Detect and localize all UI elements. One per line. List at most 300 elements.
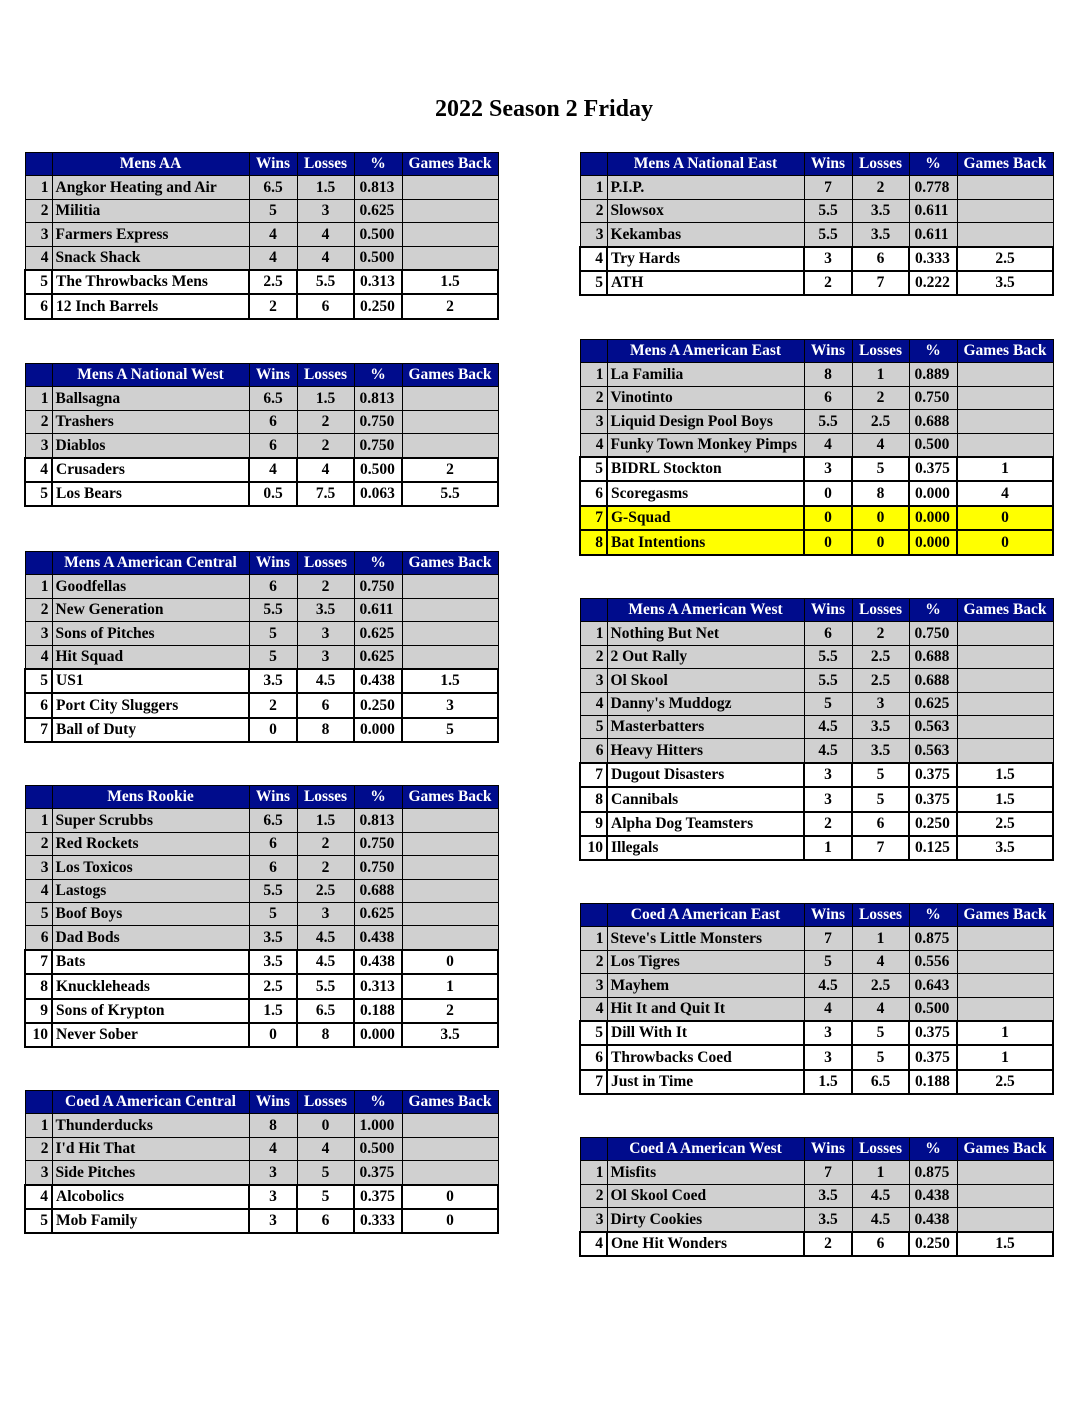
- pct-cell: 0.500: [909, 997, 957, 1021]
- pct-cell: 0.438: [354, 950, 402, 974]
- team-name-cell: Crusaders: [52, 458, 249, 482]
- games-back-cell: [402, 832, 498, 855]
- pct-cell: 0.688: [354, 879, 402, 902]
- games-back-cell: 2: [402, 458, 498, 482]
- standings-table: [24, 363, 499, 507]
- losses-header: Losses: [297, 786, 354, 809]
- wins-cell: 1: [804, 836, 852, 860]
- pct-header: %: [909, 1138, 957, 1161]
- pct-cell: 0.500: [354, 1137, 402, 1160]
- pct-cell: 0.188: [354, 999, 402, 1023]
- rank-cell: 2: [25, 598, 52, 621]
- team-name-cell: Snack Shack: [52, 246, 249, 270]
- wins-cell: 5.5: [804, 669, 852, 692]
- rank-cell: 3: [25, 622, 52, 645]
- pct-cell: 0.250: [909, 1232, 957, 1256]
- division-name: Mens A American Central: [52, 552, 249, 575]
- losses-cell: 4: [297, 458, 354, 482]
- losses-cell: 3: [297, 199, 354, 222]
- rank-cell: 1: [580, 363, 607, 386]
- games-back-cell: 3: [402, 693, 498, 717]
- losses-cell: 1.5: [297, 176, 354, 199]
- team-name-cell: 2 Out Rally: [607, 645, 804, 668]
- games-back-cell: [402, 926, 498, 950]
- rank-cell: 7: [25, 950, 52, 974]
- losses-cell: 5.5: [297, 974, 354, 998]
- wins-cell: 0: [804, 506, 852, 530]
- games-back-cell: 1.5: [957, 763, 1053, 787]
- table-row: [580, 433, 1053, 457]
- rank-cell: 4: [580, 1232, 607, 1256]
- table-row: [580, 363, 1053, 386]
- losses-cell: 5: [852, 1045, 909, 1069]
- losses-header: Losses: [297, 552, 354, 575]
- losses-cell: 0: [852, 506, 909, 530]
- pct-cell: 0.375: [909, 1045, 957, 1069]
- table-row: [580, 506, 1053, 530]
- wins-cell: 1.5: [249, 999, 297, 1023]
- table-header-row: [25, 1091, 498, 1114]
- games-back-cell: [402, 199, 498, 222]
- wins-cell: 4: [804, 433, 852, 457]
- pct-cell: 0.750: [354, 410, 402, 433]
- wins-cell: 3: [804, 247, 852, 271]
- losses-cell: 4.5: [852, 1208, 909, 1232]
- losses-cell: 6: [297, 294, 354, 318]
- games-back-cell: [957, 974, 1053, 997]
- wins-cell: 3.5: [249, 669, 297, 693]
- losses-cell: 6: [297, 1209, 354, 1233]
- losses-cell: 7.5: [297, 482, 354, 506]
- wins-cell: 4: [249, 246, 297, 270]
- wins-cell: 4: [804, 997, 852, 1021]
- team-name-cell: ATH: [607, 271, 804, 295]
- losses-cell: 8: [297, 1023, 354, 1047]
- games-back-cell: [957, 739, 1053, 763]
- rank-cell: 3: [25, 856, 52, 879]
- pct-header: %: [354, 153, 402, 176]
- games-back-cell: [957, 363, 1053, 386]
- pct-cell: 0.000: [354, 1023, 402, 1047]
- table-row: [580, 223, 1053, 247]
- losses-cell: 3.5: [852, 223, 909, 247]
- team-name-cell: Side Pitches: [52, 1161, 249, 1185]
- pct-cell: 0.333: [354, 1209, 402, 1233]
- team-name-cell: Never Sober: [52, 1023, 249, 1047]
- rank-cell: 9: [25, 999, 52, 1023]
- table-row: [25, 622, 498, 645]
- team-name-cell: Hit It and Quit It: [607, 997, 804, 1021]
- games-back-cell: [957, 176, 1053, 199]
- games-back-cell: [402, 1137, 498, 1160]
- team-name-cell: Port City Sluggers: [52, 693, 249, 717]
- wins-cell: 5: [804, 950, 852, 973]
- pct-cell: 0.813: [354, 809, 402, 832]
- games-back-cell: 0: [957, 506, 1053, 530]
- rank-cell: 1: [580, 622, 607, 645]
- losses-cell: 4: [852, 950, 909, 973]
- pct-header: %: [354, 786, 402, 809]
- games-back-cell: 5: [402, 718, 498, 742]
- losses-cell: 1: [852, 363, 909, 386]
- standings-table: [24, 785, 499, 1048]
- games-back-cell: 0: [402, 950, 498, 974]
- wins-header: Wins: [249, 153, 297, 176]
- pct-cell: 0.500: [909, 433, 957, 457]
- pct-cell: 0.750: [354, 575, 402, 598]
- pct-cell: 0.750: [909, 386, 957, 409]
- table-row: [25, 294, 498, 318]
- pct-cell: 1.000: [354, 1114, 402, 1137]
- pct-header: %: [354, 552, 402, 575]
- team-name-cell: Vinotinto: [607, 386, 804, 409]
- team-name-cell: Los Toxicos: [52, 856, 249, 879]
- pct-cell: 0.375: [909, 1021, 957, 1045]
- team-name-cell: Misfits: [607, 1161, 804, 1184]
- table-row: [580, 715, 1053, 738]
- wins-cell: 6.5: [249, 387, 297, 410]
- losses-cell: 1.5: [297, 387, 354, 410]
- losses-header: Losses: [297, 153, 354, 176]
- losses-cell: 8: [297, 718, 354, 742]
- team-name-cell: Lastogs: [52, 879, 249, 902]
- table-row: [25, 434, 498, 458]
- pct-cell: 0.688: [909, 410, 957, 433]
- games-back-cell: 1.5: [402, 669, 498, 693]
- games-back-cell: 1.5: [957, 787, 1053, 811]
- table-row: [25, 482, 498, 506]
- pct-cell: 0.625: [354, 622, 402, 645]
- losses-cell: 3: [852, 692, 909, 715]
- table-row: [580, 787, 1053, 811]
- table-row: [25, 950, 498, 974]
- games-back-header: Games Back: [402, 786, 498, 809]
- wins-cell: 3.5: [249, 926, 297, 950]
- rank-cell: 4: [25, 879, 52, 902]
- losses-cell: 4.5: [852, 1184, 909, 1207]
- header-rank-cell: [25, 786, 52, 809]
- losses-header: Losses: [852, 153, 909, 176]
- games-back-cell: [402, 622, 498, 645]
- pct-cell: 0.611: [909, 199, 957, 222]
- wins-cell: 6: [249, 575, 297, 598]
- rank-cell: 2: [580, 645, 607, 668]
- games-back-cell: 2: [402, 294, 498, 318]
- pct-cell: 0.643: [909, 974, 957, 997]
- pct-cell: 0.438: [354, 669, 402, 693]
- table-row: [25, 176, 498, 199]
- rank-cell: 1: [580, 1161, 607, 1184]
- table-row: [580, 176, 1053, 199]
- games-back-cell: 1.5: [402, 270, 498, 294]
- table-row: [580, 812, 1053, 836]
- table-row: [25, 458, 498, 482]
- games-back-cell: [402, 1161, 498, 1185]
- team-name-cell: Just in Time: [607, 1070, 804, 1094]
- games-back-cell: [957, 1208, 1053, 1232]
- table-row: [25, 199, 498, 222]
- team-name-cell: Cannibals: [607, 787, 804, 811]
- rank-cell: 2: [580, 386, 607, 409]
- games-back-cell: 3.5: [957, 271, 1053, 295]
- division-name: Mens A National East: [607, 153, 804, 176]
- losses-cell: 4.5: [297, 669, 354, 693]
- standings-table: [579, 598, 1054, 861]
- wins-cell: 5: [249, 622, 297, 645]
- table-row: [25, 246, 498, 270]
- rank-cell: 6: [25, 693, 52, 717]
- losses-cell: 3: [297, 622, 354, 645]
- pct-cell: 0.750: [909, 622, 957, 645]
- table-row: [580, 199, 1053, 222]
- games-back-cell: [402, 246, 498, 270]
- losses-cell: 6.5: [852, 1070, 909, 1094]
- table-row: [25, 1209, 498, 1233]
- team-name-cell: Dill With It: [607, 1021, 804, 1045]
- wins-header: Wins: [804, 340, 852, 363]
- games-back-cell: [957, 433, 1053, 457]
- rank-cell: 7: [580, 506, 607, 530]
- table-header-row: [580, 904, 1053, 927]
- wins-header: Wins: [249, 364, 297, 387]
- team-name-cell: Dad Bods: [52, 926, 249, 950]
- losses-cell: 5: [297, 1161, 354, 1185]
- wins-cell: 3.5: [804, 1208, 852, 1232]
- division-name: Coed A American West: [607, 1138, 804, 1161]
- table-row: [580, 645, 1053, 668]
- games-back-cell: [957, 199, 1053, 222]
- games-back-cell: 0: [402, 1185, 498, 1209]
- wins-cell: 3: [804, 763, 852, 787]
- pct-cell: 0.000: [909, 481, 957, 505]
- pct-cell: 0.313: [354, 270, 402, 294]
- division-name: Coed A American East: [607, 904, 804, 927]
- games-back-cell: [402, 879, 498, 902]
- team-name-cell: Red Rockets: [52, 832, 249, 855]
- games-back-cell: [402, 645, 498, 669]
- team-name-cell: Militia: [52, 199, 249, 222]
- games-back-header: Games Back: [957, 340, 1053, 363]
- table-row: [580, 1208, 1053, 1232]
- wins-cell: 2.5: [249, 270, 297, 294]
- rank-cell: 8: [25, 974, 52, 998]
- pct-cell: 0.000: [354, 718, 402, 742]
- losses-cell: 2.5: [852, 669, 909, 692]
- table-row: [25, 270, 498, 294]
- losses-cell: 2: [297, 856, 354, 879]
- losses-cell: 5.5: [297, 270, 354, 294]
- team-name-cell: Trashers: [52, 410, 249, 433]
- games-back-header: Games Back: [402, 552, 498, 575]
- wins-header: Wins: [804, 153, 852, 176]
- games-back-cell: [402, 902, 498, 925]
- team-name-cell: Goodfellas: [52, 575, 249, 598]
- wins-header: Wins: [804, 599, 852, 622]
- pct-cell: 0.222: [909, 271, 957, 295]
- rank-cell: 5: [580, 1021, 607, 1045]
- rank-cell: 4: [580, 433, 607, 457]
- division-name: Mens A National West: [52, 364, 249, 387]
- wins-header: Wins: [249, 786, 297, 809]
- games-back-cell: 1: [957, 1021, 1053, 1045]
- losses-cell: 1.5: [297, 809, 354, 832]
- rank-cell: 3: [580, 410, 607, 433]
- team-name-cell: Angkor Heating and Air: [52, 176, 249, 199]
- table-row: [25, 879, 498, 902]
- header-rank-cell: [580, 599, 607, 622]
- games-back-header: Games Back: [957, 904, 1053, 927]
- wins-cell: 5.5: [249, 879, 297, 902]
- team-name-cell: One Hit Wonders: [607, 1232, 804, 1256]
- games-back-cell: 2.5: [957, 1070, 1053, 1094]
- wins-cell: 6: [249, 832, 297, 855]
- team-name-cell: Slowsox: [607, 199, 804, 222]
- team-name-cell: Ballsagna: [52, 387, 249, 410]
- rank-cell: 1: [25, 575, 52, 598]
- team-name-cell: Ol Skool: [607, 669, 804, 692]
- losses-cell: 3.5: [852, 715, 909, 738]
- table-row: [25, 718, 498, 742]
- standings-table: [579, 152, 1054, 296]
- rank-cell: 3: [25, 1161, 52, 1185]
- table-row: [580, 692, 1053, 715]
- pct-cell: 0.375: [354, 1161, 402, 1185]
- pct-cell: 0.563: [909, 739, 957, 763]
- losses-cell: 4: [852, 997, 909, 1021]
- games-back-cell: [957, 645, 1053, 668]
- pct-cell: 0.625: [354, 902, 402, 925]
- table-row: [580, 974, 1053, 997]
- games-back-cell: [957, 927, 1053, 950]
- losses-header: Losses: [852, 599, 909, 622]
- pct-header: %: [909, 904, 957, 927]
- table-row: [25, 999, 498, 1023]
- wins-header: Wins: [249, 552, 297, 575]
- losses-cell: 2: [852, 176, 909, 199]
- wins-header: Wins: [804, 1138, 852, 1161]
- pct-cell: 0.625: [354, 199, 402, 222]
- losses-cell: 5: [852, 787, 909, 811]
- table-row: [25, 856, 498, 879]
- table-header-row: [580, 1138, 1053, 1161]
- losses-cell: 5: [852, 763, 909, 787]
- page-title: 2022 Season 2 Friday: [434, 96, 653, 122]
- games-back-header: Games Back: [957, 599, 1053, 622]
- table-row: [580, 763, 1053, 787]
- table-row: [580, 1021, 1053, 1045]
- rank-cell: 5: [25, 482, 52, 506]
- wins-cell: 2: [804, 1232, 852, 1256]
- wins-cell: 3: [249, 1209, 297, 1233]
- standings-table: [579, 1137, 1054, 1257]
- division-name: Mens A American West: [607, 599, 804, 622]
- losses-cell: 0: [852, 530, 909, 554]
- wins-cell: 4: [249, 1137, 297, 1160]
- losses-header: Losses: [852, 1138, 909, 1161]
- table-row: [580, 1184, 1053, 1207]
- table-row: [580, 1045, 1053, 1069]
- games-back-cell: [957, 669, 1053, 692]
- losses-cell: 4: [297, 1137, 354, 1160]
- losses-cell: 6.5: [297, 999, 354, 1023]
- games-back-cell: [957, 692, 1053, 715]
- rank-cell: 9: [580, 812, 607, 836]
- table-row: [25, 974, 498, 998]
- rank-cell: 8: [580, 530, 607, 554]
- team-name-cell: Sons of Krypton: [52, 999, 249, 1023]
- header-rank-cell: [580, 153, 607, 176]
- rank-cell: 1: [580, 927, 607, 950]
- standings-table: [24, 1090, 499, 1234]
- team-name-cell: Knuckleheads: [52, 974, 249, 998]
- division-name: Mens Rookie: [52, 786, 249, 809]
- wins-cell: 2: [804, 271, 852, 295]
- wins-cell: 6.5: [249, 809, 297, 832]
- rank-cell: 4: [580, 997, 607, 1021]
- table-row: [580, 247, 1053, 271]
- pct-cell: 0.438: [909, 1208, 957, 1232]
- games-back-cell: [957, 997, 1053, 1021]
- wins-cell: 6: [249, 434, 297, 458]
- losses-cell: 2.5: [852, 974, 909, 997]
- games-back-cell: [957, 410, 1053, 433]
- games-back-cell: 5.5: [402, 482, 498, 506]
- rank-cell: 2: [580, 1184, 607, 1207]
- table-row: [25, 575, 498, 598]
- rank-cell: 1: [25, 1114, 52, 1137]
- games-back-cell: 1: [957, 1045, 1053, 1069]
- pct-cell: 0.750: [354, 434, 402, 458]
- losses-cell: 6: [297, 693, 354, 717]
- table-row: [25, 1161, 498, 1185]
- wins-cell: 4.5: [804, 974, 852, 997]
- pct-cell: 0.875: [909, 1161, 957, 1184]
- games-back-cell: [402, 575, 498, 598]
- rank-cell: 3: [580, 223, 607, 247]
- team-name-cell: Sons of Pitches: [52, 622, 249, 645]
- games-back-header: Games Back: [402, 1091, 498, 1114]
- team-name-cell: La Familia: [607, 363, 804, 386]
- division-name: Mens AA: [52, 153, 249, 176]
- pct-cell: 0.778: [909, 176, 957, 199]
- rank-cell: 1: [25, 176, 52, 199]
- team-name-cell: Bats: [52, 950, 249, 974]
- rank-cell: 7: [580, 1070, 607, 1094]
- table-row: [580, 1161, 1053, 1184]
- team-name-cell: Dugout Disasters: [607, 763, 804, 787]
- rank-cell: 7: [25, 718, 52, 742]
- games-back-cell: 4: [957, 481, 1053, 505]
- losses-header: Losses: [852, 904, 909, 927]
- pct-header: %: [909, 599, 957, 622]
- table-row: [25, 809, 498, 832]
- team-name-cell: Steve's Little Monsters: [607, 927, 804, 950]
- wins-cell: 6: [804, 386, 852, 409]
- games-back-cell: [402, 1114, 498, 1137]
- wins-cell: 4: [249, 458, 297, 482]
- rank-cell: 4: [580, 692, 607, 715]
- losses-cell: 4: [852, 433, 909, 457]
- wins-cell: 5.5: [804, 199, 852, 222]
- wins-cell: 4.5: [804, 739, 852, 763]
- rank-cell: 8: [580, 787, 607, 811]
- team-name-cell: Throwbacks Coed: [607, 1045, 804, 1069]
- losses-cell: 2: [852, 622, 909, 645]
- team-name-cell: Liquid Design Pool Boys: [607, 410, 804, 433]
- team-name-cell: Hit Squad: [52, 645, 249, 669]
- losses-cell: 5: [297, 1185, 354, 1209]
- wins-cell: 5.5: [249, 598, 297, 621]
